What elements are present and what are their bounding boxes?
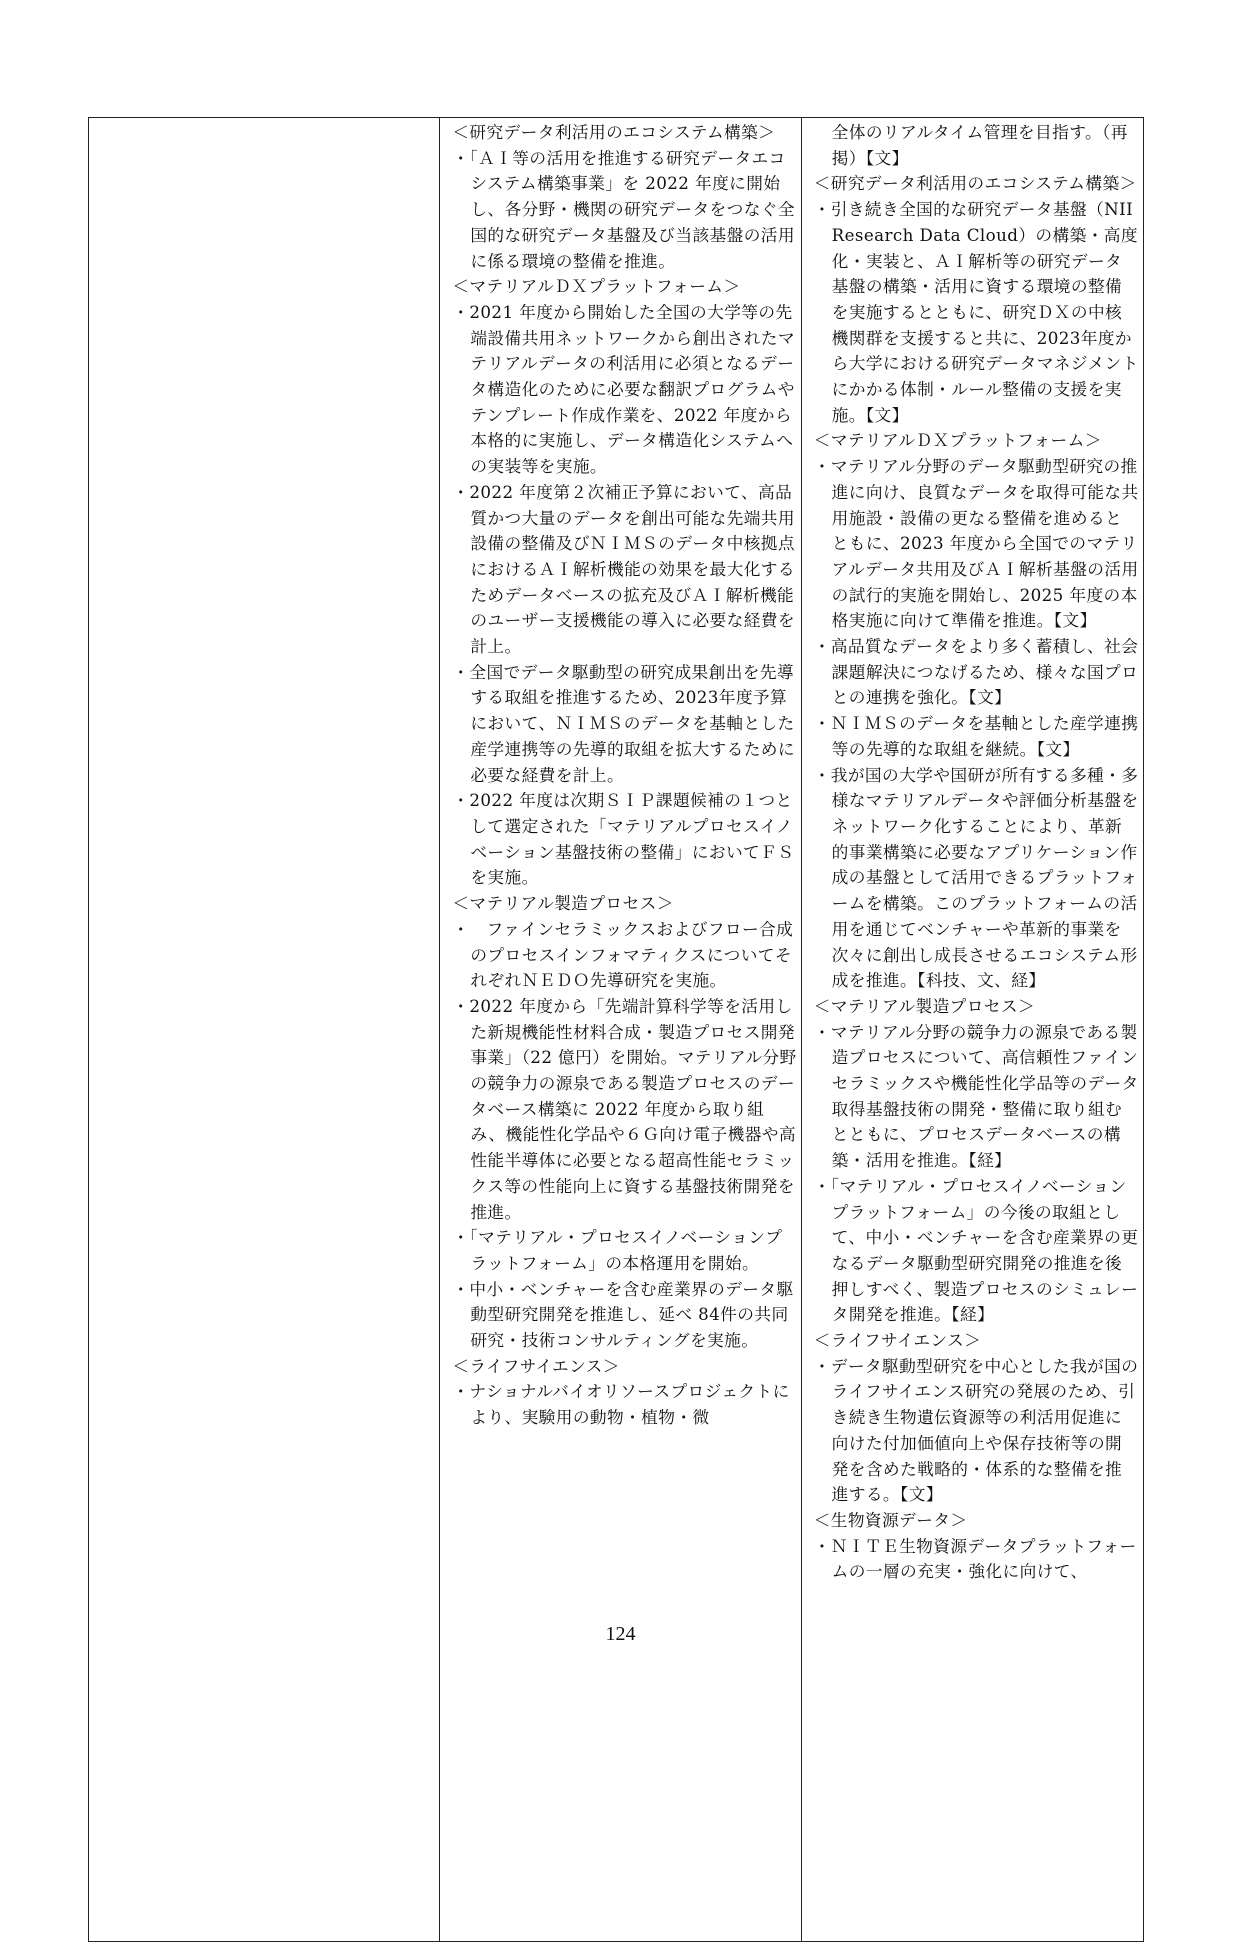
bullet-item: ・ＮＩＭＳのデータを基軸とした産学連携等の先導的な取組を継続。【文】 [813, 713, 1139, 759]
bullet-item: ・2022 年度から「先端計算科学等を活用した新規機能性材料合成・製造プロセス開発事業」（22 億円）を開始。マテリアル分野の競争力の源泉である製造プロセスのデータベース構築に 2022 年度から取り組み、機能性化学品や６Ｇ向け電子機器や高性能半導体に必要となる超高性能セラミックス等の性能向上に資する基盤技術開発を推進。 [452, 995, 797, 1222]
section-heading: ＜マテリアル製造プロセス＞ [452, 893, 674, 914]
bullet-item: ・中小・ベンチャーを含む産業界のデータ駆動型研究開発を推進し、延べ 84件の共同研究・技術コンサルティングを実施。 [452, 1278, 794, 1351]
policy-table [88, 117, 1144, 1942]
bullet-item: ・2022 年度は次期ＳＩＰ課題候補の１つとして選定された「マテリアルプロセスイノベーション基盤技術の整備」においてＦＳを実施。 [452, 790, 795, 888]
middle-column [440, 118, 801, 1941]
section-heading: ＜研究データ利活用のエコシステム構築＞ [452, 122, 776, 142]
right-column [802, 118, 1143, 1941]
bullet-item: ・2021 年度から開始した全国の大学等の先端設備共用ネットワークから創出されたマテリアルデータの利活用に必須となるデータ構造化のために必要な翻訳プログラムやテンプレート作成作業を、2022 年度から本格的に実施し、データ構造化システムへの実装等を実施。 [452, 301, 795, 477]
section-heading: ＜マテリアルＤＸプラットフォーム＞ [813, 430, 1102, 451]
section-heading: ＜研究データ利活用のエコシステム構築＞ [813, 173, 1137, 194]
bullet-item: ・「ＡＩ等の活用を推進する研究データエコシステム構築事業」を 2022 年度に開始し、各分野・機関の研究データをつなぐ全国的な研究データ基盤及び当該基盤の活用に係る環境の整備を推進。 [452, 147, 795, 271]
bullet-item: ・引き続き全国的な研究データ基盤（NII Research Data Cloud）の構築・高度化・実装と、ＡＩ解析等の研究データ基盤の構築・活用に資する環境の整備を実施するとともに、研究ＤＸの中核機関群を支援すると共に、2023年度から大学における研究データマネジメントにかかる体制・ルール整備の支援を実施。【文】 [813, 199, 1139, 425]
section-heading: ＜マテリアルＤＸプラットフォーム＞ [452, 276, 741, 297]
bullet-item: ・マテリアル分野の競争力の源泉である製造プロセスについて、高信頼性ファインセラミックスや機能性化学品等のデータ取得基盤技術の開発・整備に取り組むとともに、プロセスデータベースの構築・活用を推進。【経】 [813, 1021, 1139, 1171]
section-heading: ＜生物資源データ＞ [813, 1509, 968, 1530]
section-heading: ＜ライフサイエンス＞ [813, 1330, 982, 1351]
section-heading: ＜マテリアル製造プロセス＞ [813, 995, 1036, 1016]
bullet-item: ・高品質なデータをより多く蓄積し、社会課題解決につなげるため、様々な国プロとの連携を強化。【文】 [813, 636, 1139, 708]
bullet-item: ・ＮＩＴＥ生物資源データプラットフォームの一層の充実・強化に向けて、 [813, 1535, 1137, 1582]
bullet-item: ・ナショナルバイオリソースプロジェクトにより、実験用の動物・植物・微 [452, 1381, 790, 1428]
bullet-item: ・全国でデータ駆動型の研究成果創出を先導する取組を推進するため、2023年度予算において、ＮＩＭＳのデータを基軸とした産学連携等の先導的取組を拡大するために必要な経費を計上。 [452, 661, 795, 785]
bullet-item: ・マテリアル分野のデータ駆動型研究の推進に向け、良質なデータを取得可能な共用施設・設備の更なる整備を進めるとともに、2023 年度から全国でのマテリアルデータ共用及びＡＩ解析基盤の活用の試行的実施を開始し、2025 年度の本格実施に向けて準備を推進。【文】 [813, 456, 1139, 631]
section-heading: ＜ライフサイエンス＞ [452, 1355, 620, 1376]
left-column [89, 118, 440, 1941]
bullet-item: ・2022 年度第２次補正予算において、高品質かつ大量のデータを創出可能な先端共用設備の整備及びＮＩＭＳのデータ中核拠点におけるＡＩ解析機能の効果を最大化するためデータベースの拡充及びＡＩ解析機能のユーザー支援機能の導入に必要な経費を計上。 [452, 481, 795, 657]
bullet-item: ・ ファインセラミックスおよびフロー合成のプロセスインフォマティクスについてそれぞれＮＥＤＯ先導研究を実施。 [452, 918, 794, 991]
bullet-item: ・データ駆動型研究を中心とした我が国のライフサイエンス研究の発展のため、引き続き生物遺伝資源等の利活用促進に向けた付加価値向上や保存技術等の開発を含めた戦略的・体系的な整備を推進する。【文】 [813, 1355, 1139, 1505]
bullet-item: ・我が国の大学や国研が所有する多種・多様なマテリアルデータや評価分析基盤をネットワーク化することにより、革新的事業構築に必要なアプリケーション作成の基盤として活用できるプラットフォームを構築。このプラットフォームの活用を通じてベンチャーや革新的事業を次々に創出し成長させるエコシステム形成を推進。【科技、文、経】 [813, 764, 1139, 991]
page-number: 124 [605, 1623, 636, 1645]
bullet-item: ・「マテリアル・プロセスイノベーションプラットフォーム」の本格運用を開始。 [452, 1227, 783, 1273]
bullet-item: ・「マテリアル・プロセスイノベーションプラットフォーム」の今後の取組として、中小・ベンチャーを含む産業界の更なるデータ駆動型研究開発の推進を後押しすべく、製造プロセスのシミュレータ開発を推進。【経】 [813, 1175, 1139, 1325]
continued-text: 全体のリアルタイム管理を目指す。（再掲）【文】 [831, 122, 1128, 168]
